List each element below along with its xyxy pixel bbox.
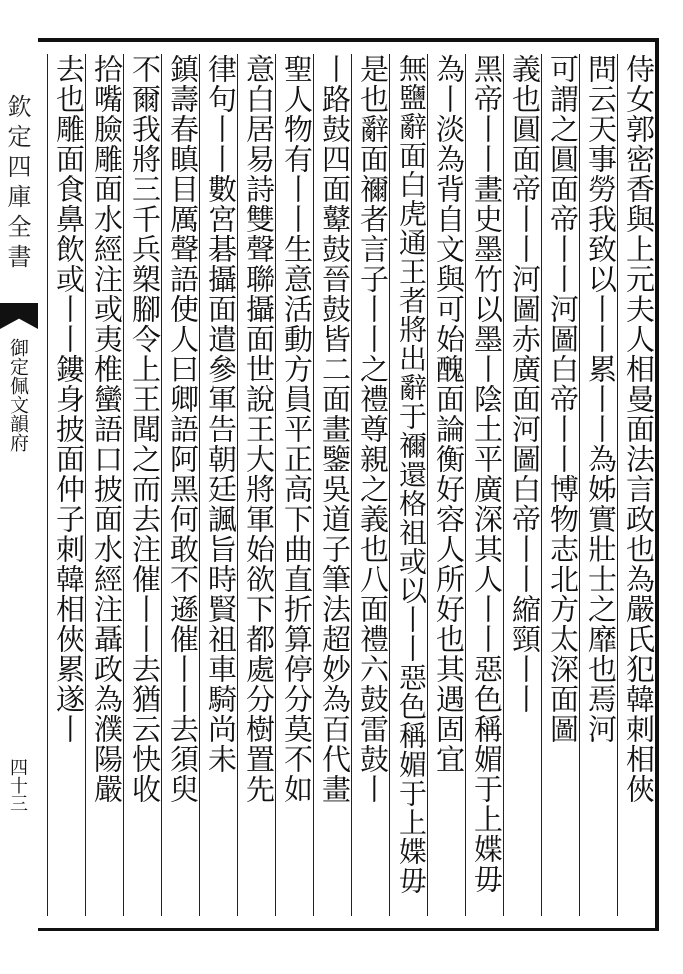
- column-text: 律句丨丨數宮碁攝面遣參軍告朝廷諷旨時賢祖車騎尚未: [204, 54, 238, 774]
- book-title: 御定佩文韻府: [7, 338, 29, 452]
- column-text: 侍女郭密香與上元夫人相曼面法言政也為嚴氏犯韓刺相俠: [622, 54, 656, 804]
- text-column: [541, 54, 579, 916]
- text-column: [85, 54, 123, 916]
- text-column: [161, 54, 199, 916]
- column-text: 不爾我將三千兵槊腳令上王聞之而去注催丨丨去猶云快收: [128, 54, 162, 804]
- text-column: [503, 54, 541, 916]
- text-column: [123, 54, 161, 916]
- text-column: [47, 54, 85, 916]
- text-column: [465, 54, 503, 916]
- text-column: [237, 54, 275, 916]
- column-text: 義也圓面帝丨丨河圖赤廣面河圖白帝丨丨縮頸丨丨: [508, 54, 542, 714]
- column-text: 黑帝丨丨畫史墨竹以墨丨陰土平廣深其人丨丨惡色稱媚于上媟毋: [470, 54, 504, 894]
- page-gutter: [0, 38, 38, 931]
- column-text: 拾嘴臉雕面水經注或夷椎蠻語口披面水經注聶政為濮陽嚴: [90, 54, 124, 804]
- column-text: 問云天事勞我致以丨丨累丨丨為姊實壯士之靡也焉河: [584, 54, 618, 744]
- column-text: 是也辭面禰者言子丨丨之禮尊親之義也八面禮六鼓雷鼓丨: [356, 54, 390, 804]
- column-text: 丨路鼓四面鼙鼓晉鼓皆二面畫鑒吳道子筆法超妙為百代畫: [318, 54, 352, 804]
- bottom-border: [38, 928, 658, 931]
- text-column: [427, 54, 465, 916]
- text-column: [275, 54, 313, 916]
- text-column: [579, 54, 617, 916]
- fish-tail-mark: [0, 303, 38, 329]
- column-text: 鎮壽春瞋目厲聲語使人曰卿語阿黑何敢不遜催丨丨去須臾: [166, 54, 200, 804]
- text-column: [351, 54, 389, 916]
- text-column: [389, 54, 427, 916]
- top-border: [38, 38, 658, 42]
- text-column: [199, 54, 237, 916]
- column-text: 意白居易詩雙聲聯攝面世說王大將軍始欲下都處分樹置先: [242, 54, 276, 804]
- column-text: 聖人物有丨丨生意活動方員平正高下曲直折算停分莫不如: [280, 54, 314, 804]
- running-title: 欽定四庫全書: [3, 94, 31, 274]
- column-text: 可謂之圓面帝丨丨河圖白帝丨丨博物志北方太深面圖: [546, 54, 580, 744]
- column-text: 無鹽辭面白虎通王者將出辭于禰還格祖或以丨丨惡色稱媚于上媟毋: [395, 54, 428, 895]
- column-text: 為丨淡為背自文與可始醜面論衡好容人所好也其遇固宜: [432, 54, 466, 774]
- column-text: 去也雕面食鼻飲或丨丨鏤身披面仲子刺韓相俠累遂丨: [52, 54, 86, 744]
- text-column: [313, 54, 351, 916]
- leaf-number: 四十三: [7, 758, 28, 812]
- text-column: [617, 54, 655, 916]
